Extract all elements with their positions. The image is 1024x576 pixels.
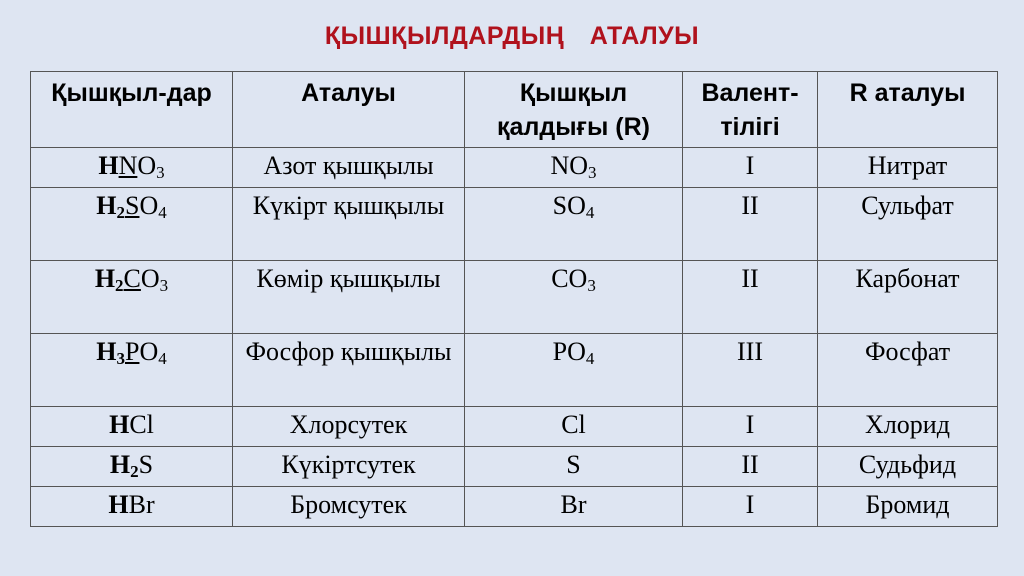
- residue-base: CO: [551, 264, 588, 293]
- acid-name: Көмір қышқылы: [233, 261, 465, 334]
- column-header-residue: Қышқыл қалдығы (R): [465, 72, 683, 148]
- formula-rest: O: [139, 191, 159, 220]
- acid-formula: [109, 410, 154, 439]
- residue-name: Карбонат: [818, 261, 998, 334]
- residue-index: 4: [585, 203, 595, 222]
- acid-residue: [465, 407, 683, 447]
- formula-cell: [31, 148, 233, 188]
- formula-key-element: N: [118, 151, 138, 180]
- acids-table: [30, 71, 998, 527]
- page-title: ҚЫШҚЫЛДАРДЫҢ АТАЛУЫ: [324, 22, 700, 50]
- formula-rest-index: 3: [159, 276, 169, 295]
- residue-name: Бромид: [818, 487, 998, 527]
- column-header-valence: Валент-тілігі: [683, 72, 818, 148]
- valence: I: [683, 487, 818, 527]
- formula-key-element: S: [124, 191, 140, 220]
- formula-key-element: C: [123, 264, 141, 293]
- formula-cell: [31, 407, 233, 447]
- acid-formula: [98, 151, 164, 180]
- formula-hydrogen: H: [108, 490, 129, 519]
- formula-rest-index: 4: [158, 349, 167, 368]
- formula-cell: [31, 261, 233, 334]
- acid-residue: [465, 334, 683, 407]
- column-header-acids: Қышқыл-дар: [31, 72, 233, 148]
- residue-index: 4: [585, 349, 595, 368]
- column-header-name: Аталуы: [233, 72, 465, 148]
- residue-name: Нитрат: [818, 148, 998, 188]
- formula-hydrogen: H: [109, 450, 131, 479]
- table-row: [31, 487, 998, 527]
- formula-hydrogen: H: [109, 410, 130, 439]
- table-row: [31, 407, 998, 447]
- acid-residue: [465, 487, 683, 527]
- residue-base: SO: [552, 191, 586, 220]
- formula-hydrogen-index: 3: [116, 349, 125, 368]
- table-row: [31, 447, 998, 487]
- formula-hydrogen: H: [96, 191, 117, 220]
- formula-rest: Br: [128, 490, 155, 519]
- formula-hydrogen: H: [96, 337, 117, 366]
- residue-base: Br: [560, 490, 587, 519]
- formula-rest: O: [137, 151, 157, 180]
- acid-name: Күкірт қышқылы: [233, 188, 465, 261]
- table-row: [31, 148, 998, 188]
- residue-base: Cl: [561, 410, 586, 439]
- formula-cell: [31, 188, 233, 261]
- acid-name: Азот қышқылы: [233, 148, 465, 188]
- valence: II: [683, 261, 818, 334]
- acid-formula: [96, 337, 166, 366]
- residue-name: Хлорид: [818, 407, 998, 447]
- acid-residue: [465, 261, 683, 334]
- residue-base: S: [566, 450, 581, 479]
- acid-formula: [108, 490, 154, 519]
- column-header-r-name: R аталуы: [818, 72, 998, 148]
- acid-residue: [465, 188, 683, 261]
- acid-residue: [465, 148, 683, 188]
- acid-residue: [465, 447, 683, 487]
- formula-cell: [31, 487, 233, 527]
- formula-cell: [31, 447, 233, 487]
- formula-cell: [31, 334, 233, 407]
- formula-rest: O: [140, 264, 160, 293]
- valence: II: [683, 188, 818, 261]
- acid-name: Бромсутек: [233, 487, 465, 527]
- valence: I: [683, 407, 818, 447]
- formula-rest: O: [139, 337, 159, 366]
- formula-rest-index: 4: [158, 203, 167, 222]
- acid-formula: [95, 264, 168, 293]
- acid-formula: [110, 450, 153, 479]
- residue-base: NO: [550, 151, 589, 180]
- formula-rest: Cl: [129, 410, 154, 439]
- table-row: [31, 334, 998, 407]
- acid-name: Фосфор қышқылы: [233, 334, 465, 407]
- formula-hydrogen-index: 2: [130, 462, 139, 481]
- table-body: [31, 148, 998, 527]
- formula-rest: S: [138, 450, 154, 479]
- header-row: [31, 72, 998, 148]
- residue-name: Судьфид: [818, 447, 998, 487]
- table-row: [31, 261, 998, 334]
- acid-name: Күкіртсутек: [233, 447, 465, 487]
- formula-hydrogen: H: [98, 151, 119, 180]
- formula-hydrogen-index: 2: [115, 276, 124, 295]
- residue-name: Фосфат: [818, 334, 998, 407]
- valence: I: [683, 148, 818, 188]
- formula-rest-index: 3: [156, 163, 165, 182]
- residue-base: PO: [552, 337, 586, 366]
- acid-formula: [96, 191, 166, 220]
- residue-index: 3: [587, 276, 596, 295]
- formula-hydrogen: H: [94, 264, 116, 293]
- formula-hydrogen-index: 2: [116, 203, 125, 222]
- formula-key-element: P: [124, 337, 140, 366]
- valence: III: [683, 334, 818, 407]
- residue-name: Сульфат: [818, 188, 998, 261]
- valence: II: [683, 447, 818, 487]
- acid-name: Хлорсутек: [233, 407, 465, 447]
- residue-index: 3: [588, 163, 597, 182]
- table-row: [31, 188, 998, 261]
